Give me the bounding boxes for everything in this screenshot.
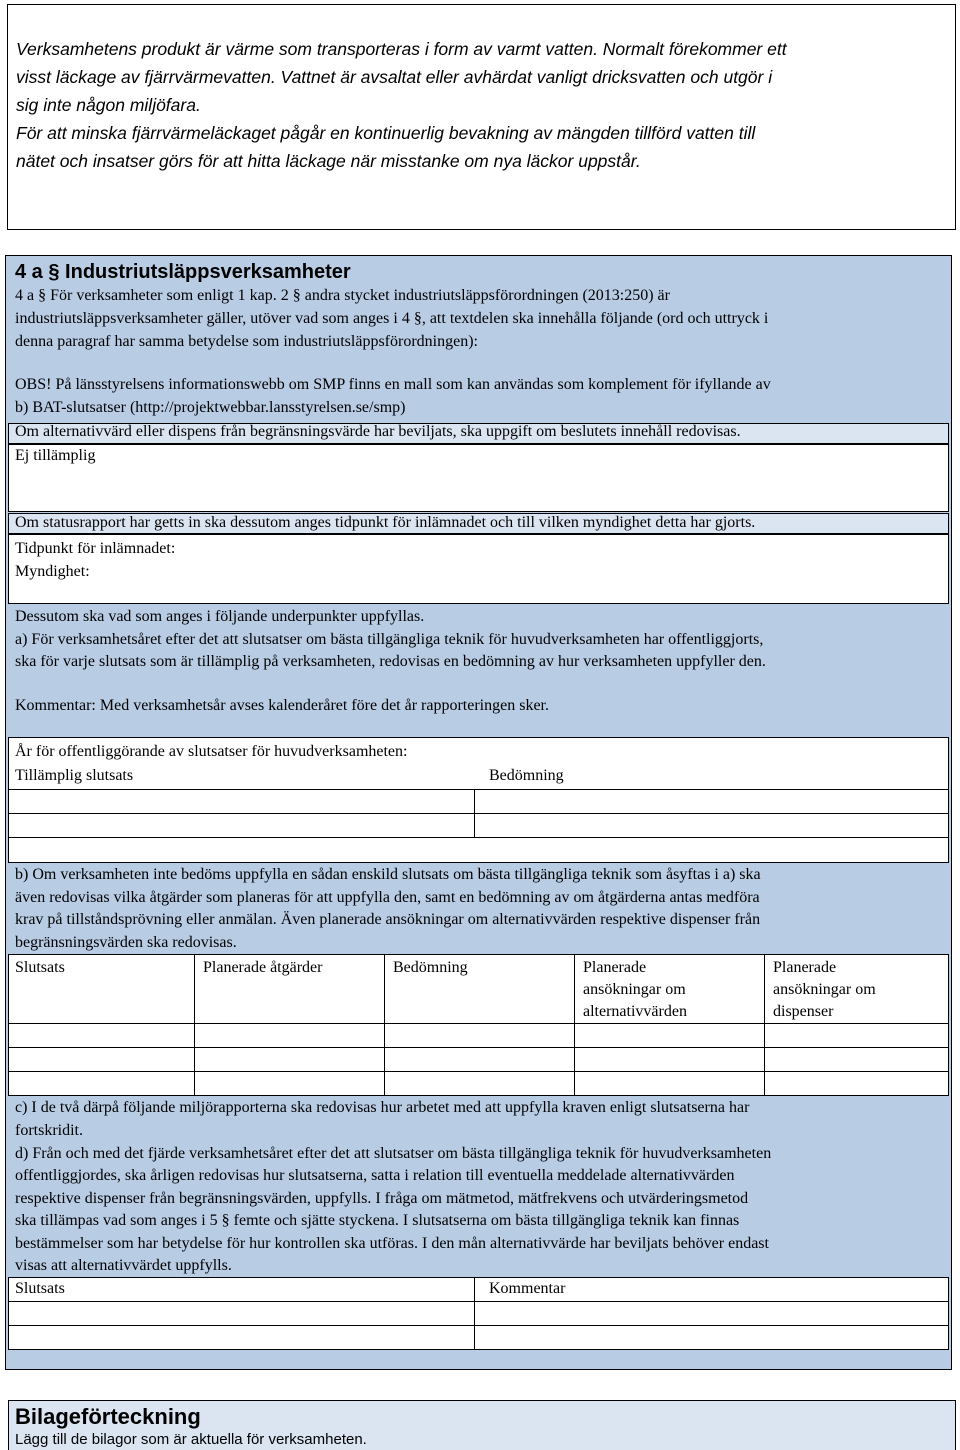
- table-b-header-text: Bedömning: [393, 959, 468, 976]
- table-b-header-text: alternativvärden: [583, 1003, 687, 1020]
- intro-line: Verksamhetens produkt är värme som transporteras i form av varmt vatten. Normalt förekommer ett: [16, 39, 787, 59]
- table-d-cell[interactable]: [8, 1325, 475, 1350]
- bilaga-section: [8, 1400, 956, 1450]
- table-b-cell[interactable]: [8, 1071, 195, 1096]
- section-4a-heading: 4 a § Industriutsläppsverksamheter: [15, 261, 351, 283]
- table-b-header-text: Planerade åtgärder: [203, 959, 323, 976]
- b-line: b) Om verksamheten inte bedöms uppfylla en sådan enskild slutsats om bästa tillgängliga teknik som åsyftas i a) ska: [15, 866, 761, 883]
- cd-line: bestämmelser som har betydelse för hur kontrollen ska utföras. I den mån alternativvärde har beviljats behöver endast: [15, 1235, 769, 1252]
- section-4a-intro-line: 4 a § För verksamheter som enligt 1 kap. 2 § andra stycket industriutsläppsförordningen (2013:250) är: [15, 287, 670, 304]
- dispens-label: Om alternativvärd eller dispens från begränsningsvärde har beviljats, ska uppgift om beslutets innehåll redovisas.: [15, 423, 741, 440]
- kommentar-note: Kommentar: Med verksamhetsår avses kalenderåret före det år rapporteringen sker.: [15, 697, 549, 714]
- cd-line: visas att alternativvärdet uppfylls.: [15, 1257, 232, 1274]
- intro-line: sig inte någon miljöfara.: [16, 95, 201, 115]
- obs-line: OBS! På länsstyrelsens informationswebb om SMP finns en mall som kan användas som komplement för ifyllande av: [15, 376, 771, 393]
- status-answer-field[interactable]: [8, 534, 949, 604]
- table-b-cell[interactable]: [194, 1023, 385, 1048]
- cd-line: c) I de två därpå följande miljörapporterna ska redovisas hur arbetet med att uppfylla kraven enligt slutsatserna har: [15, 1099, 750, 1116]
- table-b-header-text: Slutsats: [15, 959, 65, 976]
- bilaga-heading: Bilageförteckning: [15, 1404, 201, 1429]
- table-a-cell[interactable]: [474, 789, 949, 814]
- table-b-cell[interactable]: [384, 1047, 575, 1072]
- b-line: även redovisas vilka åtgärder som planeras för att uppfylla den, samt en bedömning av om åtgärderna antas medföra: [15, 889, 760, 906]
- tidpunkt-label: Tidpunkt för inlämnadet:: [15, 540, 176, 557]
- table-d-header-text: Slutsats: [15, 1280, 65, 1297]
- table-b-cell[interactable]: [8, 1047, 195, 1072]
- table-d-header-slutsats: [8, 1277, 475, 1302]
- table-b-header-text: ansökningar om: [583, 981, 686, 998]
- table-a-cell[interactable]: [474, 813, 949, 838]
- bilaga-subtitle: Lägg till de bilagor som är aktuella för verksamheten.: [15, 1431, 367, 1448]
- obs-line: b) BAT-slutsatser (http://projektwebbar.lansstyrelsen.se/smp): [15, 399, 406, 416]
- table-b-cell[interactable]: [764, 1047, 949, 1072]
- year-label: År för offentliggörande av slutsatser för huvudverksamheten:: [15, 743, 408, 760]
- table-d-cell[interactable]: [474, 1325, 949, 1350]
- table-b-header-dispenser: [764, 954, 949, 1024]
- table-a-header-bedomning: Bedömning: [489, 767, 564, 784]
- b-line: krav på tillståndsprövning eller anmälan. Även planerade ansökningar om alternativvärden respektive dispenser från: [15, 911, 761, 928]
- intro-line: nätet och insatser görs för att hitta läckage när misstanke om nya läckor uppstår.: [16, 151, 641, 171]
- table-a-cell[interactable]: [8, 789, 475, 814]
- table-b-header-alternativvarden: [574, 954, 765, 1024]
- intro-line: visst läckage av fjärrvärmevatten. Vattnet är avsaltat eller avhärdat vanligt dricksvatten och utgör i: [16, 67, 773, 87]
- section-4a-intro-line: denna paragraf har samma betydelse som industriutsläppsförordningen):: [15, 333, 478, 350]
- underpunkt-line: ska för varje slutsats som är tillämplig på verksamheten, redovisas en bedömning av hur verksamheten uppfyller den.: [15, 653, 766, 670]
- dispens-answer-field[interactable]: [8, 444, 949, 512]
- table-a-cell[interactable]: [8, 813, 475, 838]
- table-b-cell[interactable]: [574, 1047, 765, 1072]
- table-b-cell[interactable]: [574, 1071, 765, 1096]
- table-b-cell[interactable]: [194, 1071, 385, 1096]
- table-b-header-text: Planerade: [583, 959, 647, 976]
- section-4a-intro-line: industriutsläppsverksamheter gäller, utöver vad som anges i 4 §, att textdelen ska innehålla följande (ord och uttryck i: [15, 310, 769, 327]
- myndighet-label: Myndighet:: [15, 563, 90, 580]
- table-b-header-text: dispenser: [773, 1003, 834, 1020]
- table-d-cell[interactable]: [8, 1301, 475, 1326]
- table-b-cell[interactable]: [764, 1071, 949, 1096]
- cd-line: offentliggjordes, ska årligen redovisas hur slutsatserna, satta i relation till eventuella meddelade alternativvärden: [15, 1167, 735, 1184]
- underpunkt-line: Dessutom ska vad som anges i följande underpunkter uppfyllas.: [15, 608, 425, 625]
- table-d-header-kommentar: [474, 1277, 949, 1302]
- b-line: begränsningsvärden ska redovisas.: [15, 934, 237, 951]
- status-label: Om statusrapport har getts in ska dessutom anges tidpunkt för inlämnadet och till vilken myndighet detta har gjorts.: [15, 514, 756, 531]
- cd-line: respektive dispenser från begränsningsvärden, uppfylls. I fråga om mätmetod, mätfrekvens och utvärderingsmetod: [15, 1190, 749, 1207]
- table-b-header-text: Planerade: [773, 959, 837, 976]
- table-b-header-text: ansökningar om: [773, 981, 876, 998]
- intro-line: För att minska fjärrvärmeläckaget pågår en kontinuerlig bevakning av mängden tillförd vatten till: [16, 123, 756, 143]
- table-b-cell[interactable]: [8, 1023, 195, 1048]
- table-b-cell[interactable]: [384, 1023, 575, 1048]
- table-b-cell[interactable]: [194, 1047, 385, 1072]
- table-b-cell[interactable]: [384, 1071, 575, 1096]
- cd-line: ska tillämpas vad som anges i 5 § femte och sjätte styckena. I slutsatserna om bästa tillgängliga teknik kan finnas: [15, 1212, 740, 1229]
- table-a-header-slutsats: Tillämplig slutsats: [15, 767, 134, 784]
- underpunkt-line: a) För verksamhetsåret efter det att slutsatser om bästa tillgängliga teknik för huvudverksamheten har offentliggjorts,: [15, 631, 764, 648]
- table-b-header-slutsats: [8, 954, 195, 1024]
- cd-line: d) Från och med det fjärde verksamhetsåret efter det att slutsatser om bästa tillgängliga teknik för huvudverksamheten: [15, 1145, 772, 1162]
- table-b-cell[interactable]: [574, 1023, 765, 1048]
- dispens-answer: Ej tillämplig: [15, 447, 96, 464]
- table-b-header-bedomning: [384, 954, 575, 1024]
- cd-line: fortskridit.: [15, 1122, 83, 1139]
- table-d-header-text: Kommentar: [489, 1280, 566, 1297]
- table-b-header-atgarder: [194, 954, 385, 1024]
- intro-text-box[interactable]: [7, 4, 956, 230]
- table-d-cell[interactable]: [474, 1301, 949, 1326]
- table-b-cell[interactable]: [764, 1023, 949, 1048]
